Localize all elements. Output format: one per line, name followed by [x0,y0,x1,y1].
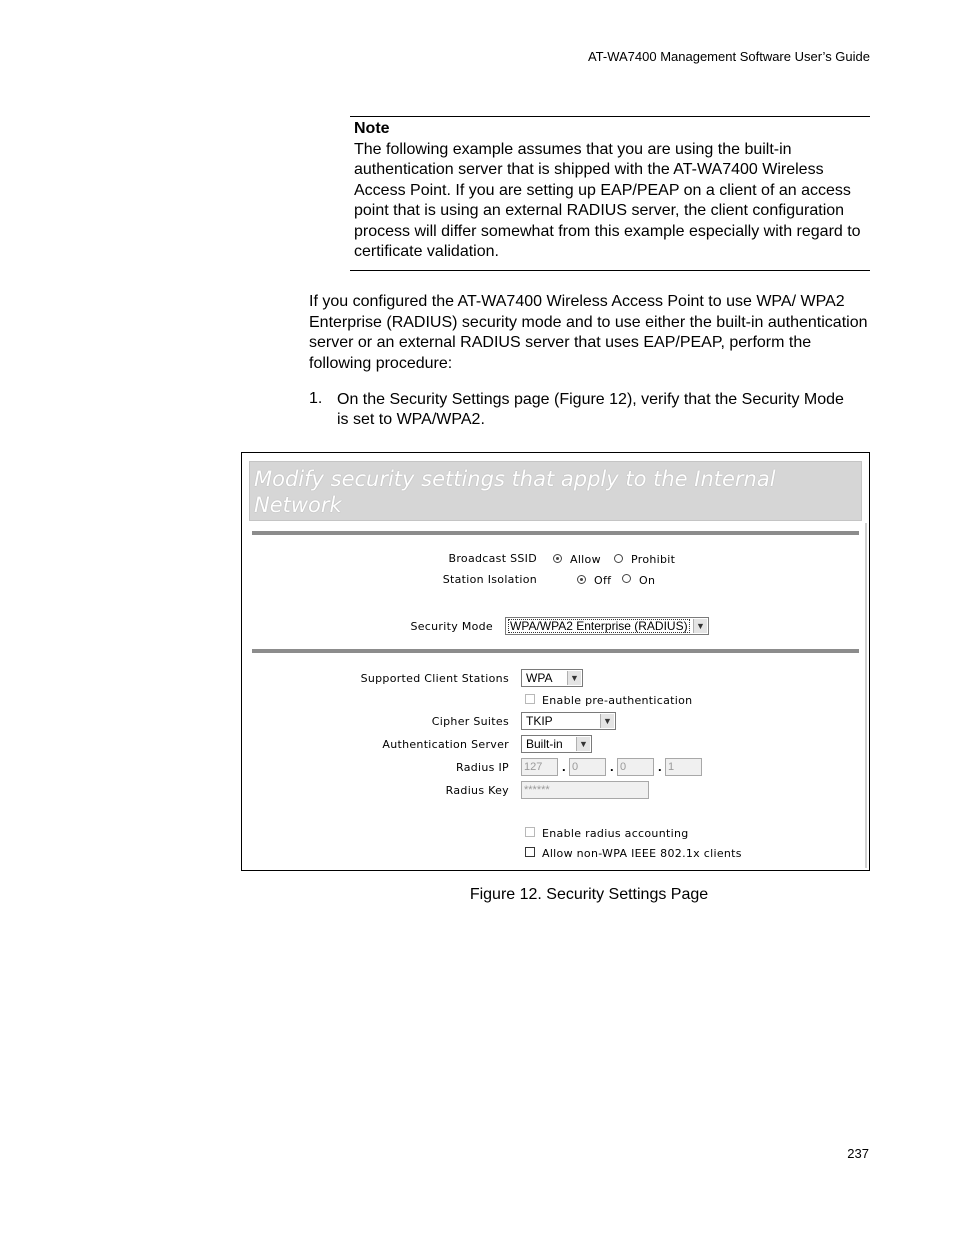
radius-ip-separator: . [562,759,566,774]
section-divider [252,649,859,653]
note-top-rule [350,116,870,117]
radius-accounting-checkbox[interactable] [525,827,535,837]
chevron-down-icon: ▼ [693,619,707,633]
page-number: 237 [847,1146,869,1161]
authentication-server-select[interactable] [521,735,592,753]
radius-ip-separator: . [658,759,662,774]
note-title: Note [354,120,390,137]
running-header: AT-WA7400 Management Software User’s Guide [587,49,870,64]
radius-ip-octet-1[interactable]: 127 [521,758,558,776]
chevron-down-icon: ▼ [567,671,581,685]
radius-ip-separator: . [610,759,614,774]
station-isolation-label: Station Isolation [442,573,537,586]
security-mode-select[interactable] [505,617,709,635]
station-isolation-on-label: On [639,574,656,587]
broadcast-ssid-prohibit-label: Prohibit [631,553,676,566]
security-mode-label: Security Mode [410,620,493,633]
note-body: The following example assumes that you are using the built-in authentication server that is shipped with the AT-WA7400 Wireless Access Point. If you are setting up EAP/PEAP on a client of an access point that is using an external RADIUS server, the client configuration process will differ somewhat from this example especially with regard to certificate validation. [354,141,861,261]
broadcast-ssid-allow-radio[interactable] [553,554,562,563]
radius-ip-octet-3[interactable]: 0 [617,758,654,776]
allow-non-wpa-label: Allow non-WPA IEEE 802.1x clients [542,847,742,860]
pre-authentication-checkbox[interactable] [525,694,535,704]
security-settings-screenshot [241,452,870,871]
pre-authentication-label: Enable pre-authentication [542,694,693,707]
banner-title: Modify security settings that apply to the Internal Network [254,467,776,517]
settings-banner [249,461,862,521]
note-bottom-rule [350,270,870,271]
scrollbar[interactable] [865,523,867,868]
chevron-down-icon: ▼ [576,737,590,751]
supported-client-stations-select[interactable] [521,669,583,687]
step-text: On the Security Settings page (Figure 12), verify that the Security Mode is set to WPA/WPA2. [337,391,844,429]
body-paragraph: If you configured the AT-WA7400 Wireless Access Point to use WPA/ WPA2 Enterprise (RADIUS) security mode and to use either the built-in authentication server or an external RADIUS server that uses EAP/PEAP, perform the following procedure: [309,293,868,372]
station-isolation-off-radio[interactable] [577,575,586,584]
security-mode-value: WPA/WPA2 Enterprise (RADIUS) [510,619,688,633]
cipher-suites-label: Cipher Suites [431,715,509,728]
radius-accounting-label: Enable radius accounting [542,827,689,840]
authentication-server-label: Authentication Server [382,738,509,751]
station-isolation-off-label: Off [594,574,612,587]
broadcast-ssid-label: Broadcast SSID [448,552,537,565]
cipher-suites-select[interactable] [521,712,616,730]
broadcast-ssid-allow-label: Allow [570,553,601,566]
figure-caption: Figure 12. Security Settings Page [469,886,709,903]
section-divider [252,531,859,535]
radius-ip-label: Radius IP [456,761,509,774]
station-isolation-on-radio[interactable] [622,574,631,583]
allow-non-wpa-checkbox[interactable] [525,847,535,857]
radius-key-label: Radius Key [445,784,509,797]
cipher-suites-value: TKIP [526,714,553,728]
supported-client-stations-value: WPA [526,671,553,685]
authentication-server-value: Built-in [526,737,563,751]
radius-ip-octet-2[interactable]: 0 [569,758,606,776]
chevron-down-icon: ▼ [600,714,614,728]
radius-ip-octet-4[interactable]: 1 [665,758,702,776]
step-number: 1. [309,390,323,407]
radius-key-field[interactable]: ****** [521,781,649,799]
supported-client-stations-label: Supported Client Stations [360,672,509,685]
broadcast-ssid-prohibit-radio[interactable] [614,554,623,563]
